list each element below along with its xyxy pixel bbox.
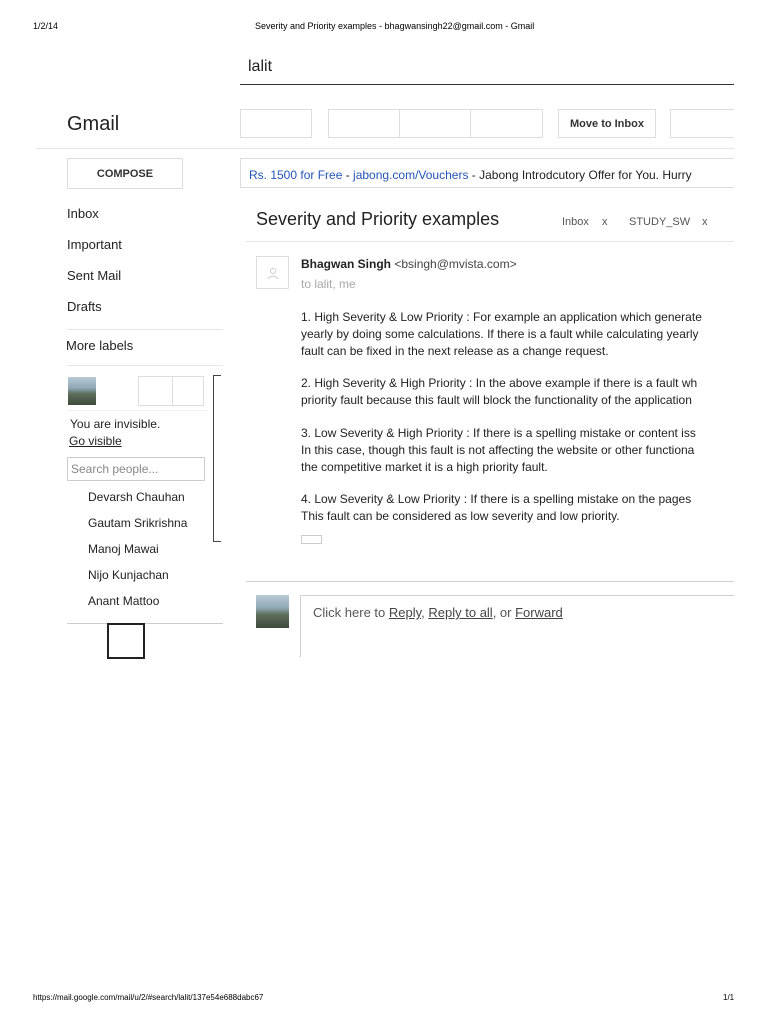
my-avatar xyxy=(256,595,289,628)
compose-button[interactable]: COMPOSE xyxy=(67,158,183,189)
subject-divider xyxy=(246,241,734,242)
remove-label-inbox[interactable]: x xyxy=(602,216,608,228)
chat-divider xyxy=(67,410,207,411)
message-sender[interactable] xyxy=(301,257,517,271)
reply-link[interactable]: Reply xyxy=(388,605,422,620)
chat-status-buttons[interactable] xyxy=(138,376,204,406)
chat-contact[interactable]: Gautam Srikrishna xyxy=(88,516,188,530)
message-paragraph: 4. Low Severity & Low Priority : If there is a spelling mistake on the pages This fault can be considered as low severity and low priority. xyxy=(301,492,692,523)
chat-scroll-box[interactable] xyxy=(107,623,145,659)
chat-bottom-divider xyxy=(67,623,223,624)
header-divider xyxy=(36,148,734,149)
go-visible-link[interactable]: Go visible xyxy=(69,434,122,448)
mark-button[interactable] xyxy=(470,109,543,138)
chat-contact[interactable]: Manoj Mawai xyxy=(88,542,159,556)
delete-button[interactable] xyxy=(399,109,471,138)
print-date: 1/2/14 xyxy=(33,21,59,31)
message-paragraph: 2. High Severity & High Priority : In the above example if there is a fault wh priority fault because this fault will block the functionality of the application xyxy=(301,376,698,407)
show-trimmed-content-button[interactable] xyxy=(301,535,322,544)
sender-email: <bsingh@mvista.com> xyxy=(394,257,517,271)
sender-name: Bhagwan Singh xyxy=(301,257,391,271)
move-to-inbox-button[interactable]: Move to Inbox xyxy=(558,109,656,138)
print-footer-url: https://mail.google.com/mail/u/2/#search/lalit/137e54e688dabc67 xyxy=(33,993,264,1002)
forward-link[interactable]: Forward xyxy=(515,605,563,620)
label-inbox[interactable]: Inbox xyxy=(562,216,589,228)
print-title: Severity and Priority examples - bhagwansingh22@gmail.com - Gmail xyxy=(255,21,535,31)
ad-text: - Jabong Introdcutory Offer for You. Hurry xyxy=(468,168,692,182)
sidebar-item-sent-mail[interactable]: Sent Mail xyxy=(67,268,122,283)
sender-avatar xyxy=(256,256,289,289)
sidebar-item-important[interactable]: Important xyxy=(67,237,122,252)
chat-contact[interactable]: Nijo Kunjachan xyxy=(88,568,169,582)
ad-banner[interactable] xyxy=(240,158,734,188)
sidebar-item-drafts[interactable]: Drafts xyxy=(67,299,102,314)
reply-prompt[interactable]: Click here to Reply, Reply to all, or Forward xyxy=(313,605,563,620)
sidebar-divider xyxy=(67,329,223,330)
search-underline xyxy=(240,84,734,85)
ad-offer-link[interactable]: Rs. 1500 for Free xyxy=(249,168,343,182)
message-divider xyxy=(246,581,734,582)
ad-separator: - xyxy=(342,168,354,182)
sidebar-divider xyxy=(67,365,223,366)
search-people-input[interactable]: Search people... xyxy=(67,457,205,481)
sidebar-item-inbox[interactable]: Inbox xyxy=(67,206,99,221)
label-study-sw[interactable]: STUDY_SW xyxy=(629,216,691,228)
avatar[interactable] xyxy=(68,377,96,405)
chat-contact[interactable]: Devarsh Chauhan xyxy=(88,490,185,504)
message-recipients[interactable]: to lalit, me xyxy=(301,277,356,291)
archive-button[interactable] xyxy=(240,109,312,138)
remove-label-study-sw[interactable]: x xyxy=(702,216,708,228)
chat-status-text: You are invisible. xyxy=(70,417,161,431)
chat-scroll-bracket xyxy=(213,375,221,542)
labels-button[interactable] xyxy=(670,109,734,138)
message-subject: Severity and Priority examples xyxy=(256,209,500,229)
gmail-logo[interactable]: Gmail xyxy=(67,113,120,135)
message-paragraph: 1. High Severity & Low Priority : For example an application which generate yearly by doing some calculations. If there is a fault while calculating yearly fault can be fixed in the next release as a change request. xyxy=(301,310,702,358)
user-icon xyxy=(267,267,279,279)
ad-domain-link[interactable]: jabong.com/Vouchers xyxy=(353,168,469,182)
report-spam-button[interactable] xyxy=(328,109,400,138)
reply-all-link[interactable]: Reply to all xyxy=(428,605,493,620)
print-footer-page: 1/1 xyxy=(723,993,735,1002)
search-input[interactable]: lalit xyxy=(248,58,273,75)
chat-contact[interactable]: Anant Mattoo xyxy=(88,594,160,608)
message-paragraph: 3. Low Severity & High Priority : If there is a spelling mistake or content iss In this case, though this fault is not affecting the website or other functiona the competitive market it is a high priority fault. xyxy=(301,426,696,474)
more-labels-link[interactable]: More labels xyxy=(66,338,134,353)
